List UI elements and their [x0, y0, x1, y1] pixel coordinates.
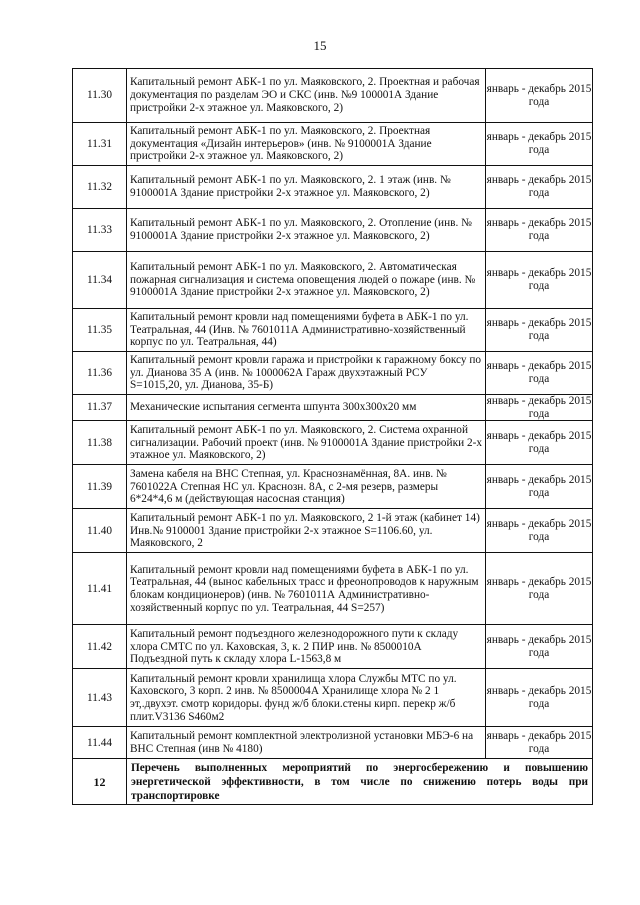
row-number: 11.42 [73, 625, 127, 669]
row-description: Капитальный ремонт АБК-1 по ул. Маяковского, 2. Проектная документация «Дизайн интерьеров» (инв. № 9100001А Здание пристройки 2-х этажное ул. Маяковского, 2) [127, 123, 486, 166]
row-description: Капитальный ремонт кровли гаража и пристройки к гаражному боксу по ул. Дианова 35 А (инв. № 1000062А Гараж двухэтажный РСУ S=1015,20, ул. Дианова, 35-Б) [127, 352, 486, 395]
row-description: Капитальный ремонт АБК-1 по ул. Маяковского, 2. Автоматическая пожарная сигнализация и система оповещения людей о пожаре (инв. № 9100001А Здание пристройки 2-х этажное ул. Маяковского, 2) [127, 252, 486, 309]
row-description: Капитальный ремонт кровли над помещениями буфета в АБК-1 по ул. Театральная, 44 (вынос кабельных трасс и фреонопроводов к наружным блокам кондиционеров) (инв. № 7601011А Административно-хозяйственный корпус по ул. Театральная, 44 S=257) [127, 553, 486, 625]
table-row [73, 352, 593, 395]
table-row [73, 669, 593, 727]
table-row [73, 166, 593, 209]
row-number: 11.40 [73, 509, 127, 553]
row-number: 11.31 [73, 123, 127, 166]
row-description: Капитальный ремонт АБК-1 по ул. Маяковского, 2. Система охранной сигнализации. Рабочий проект (инв. № 9100001А Здание пристройки 2-х этажное ул. Маяковского, 2) [127, 421, 486, 465]
table-row [73, 553, 593, 625]
table-row [73, 509, 593, 553]
page-number: 15 [313, 38, 327, 53]
row-period: январь - декабрь 2015 года [486, 509, 593, 553]
row-number: 11.33 [73, 209, 127, 252]
section-number: 12 [73, 759, 127, 805]
row-period: январь - декабрь 2015 года [486, 465, 593, 509]
row-description: Механические испытания сегмента шпунта 300х300х20 мм [127, 395, 486, 421]
table-row [73, 625, 593, 669]
row-number: 11.39 [73, 465, 127, 509]
row-period: январь - декабрь 2015 года [486, 625, 593, 669]
row-period: январь - декабрь 2015 года [486, 309, 593, 352]
table-row [73, 421, 593, 465]
row-number: 11.35 [73, 309, 127, 352]
row-number: 11.36 [73, 352, 127, 395]
row-number: 11.30 [73, 69, 127, 123]
table-row [73, 123, 593, 166]
row-period: январь - декабрь 2015 года [486, 123, 593, 166]
row-number: 11.37 [73, 395, 127, 421]
row-description: Капитальный ремонт АБК-1 по ул. Маяковского, 2. 1 этаж (инв. № 9100001А Здание пристройки 2-х этажное ул. Маяковского, 2) [127, 166, 486, 209]
row-description: Капитальный ремонт подъездного железнодорожного пути к складу хлора СМТС по ул. Каховская, 3, к. 2 ПИР инв. № 8500010А Подъездной путь к складу хлора L-1563,8 м [127, 625, 486, 669]
section-title: Перечень выполненных мероприятий по энергосбережению и повышению энергетической эффективности, в том числе по снижению потерь воды при транспортировке [127, 759, 593, 805]
row-number: 11.44 [73, 727, 127, 759]
row-period: январь - декабрь 2015 года [486, 727, 593, 759]
row-period: январь - декабрь 2015 года [486, 553, 593, 625]
table-row [73, 252, 593, 309]
row-period: январь - декабрь 2015 года [486, 669, 593, 727]
row-period: январь - декабрь 2015 года [486, 421, 593, 465]
row-description: Капитальный ремонт АБК-1 по ул. Маяковского, 2. Отопление (инв. № 9100001А Здание пристройки 2-х этажное ул. Маяковского, 2) [127, 209, 486, 252]
row-period: январь - декабрь 2015 года [486, 166, 593, 209]
table-row [73, 69, 593, 123]
row-description: Капитальный ремонт кровли над помещениями буфета в АБК-1 по ул. Театральная, 44 (Инв. № 7601011А Административно-хозяйственный корпус по ул. Театральная, 44) [127, 309, 486, 352]
row-number: 11.34 [73, 252, 127, 309]
row-description: Замена кабеля на ВНС Степная, ул. Краснознамённая, 8А. инв. № 7601022А Степная НС ул. Краснозн. 8А, с 2-мя резерв, размеры 6*24*4,6 м (действующая насосная станция) [127, 465, 486, 509]
row-period: январь - декабрь 2015 года [486, 69, 593, 123]
row-number: 11.41 [73, 553, 127, 625]
section-row [73, 759, 593, 805]
row-number: 11.43 [73, 669, 127, 727]
row-description: Капитальный ремонт АБК-1 по ул. Маяковского, 2 1-й этаж (кабинет 14) Инв.№ 9100001 Здание пристройки 2-х этажное S=1106.60, ул. Маяковского, 2 [127, 509, 486, 553]
measures-table [72, 68, 593, 805]
table-row [73, 209, 593, 252]
row-period: январь - декабрь 2015 года [486, 352, 593, 395]
row-number: 11.32 [73, 166, 127, 209]
table-row [73, 727, 593, 759]
table-row [73, 309, 593, 352]
row-number: 11.38 [73, 421, 127, 465]
row-period: январь - декабрь 2015 года [486, 252, 593, 309]
row-description: Капитальный ремонт кровли хранилища хлора Службы МТС по ул. Каховского, 3 корп. 2 инв. № 8500004А Хранилище хлора № 2 1 эт,.двухэт. смотр коридоры. фунд ж/б блоки.стены кирп. перекр ж/б плит.V3136 S460м2 [127, 669, 486, 727]
row-description: Капитальный ремонт АБК-1 по ул. Маяковского, 2. Проектная и рабочая документация по разделам ЭО и СКС (инв. №9 100001А Здание пристройки 2-х этажное ул. Маяковского, 2) [127, 69, 486, 123]
row-description: Капитальный ремонт комплектной электролизной установки МБЭ-6 на ВНС Степная (инв № 4180) [127, 727, 486, 759]
row-period: январь - декабрь 2015 года [486, 395, 592, 420]
row-period: январь - декабрь 2015 года [486, 209, 593, 252]
table-row [73, 465, 593, 509]
table-row [73, 395, 593, 421]
